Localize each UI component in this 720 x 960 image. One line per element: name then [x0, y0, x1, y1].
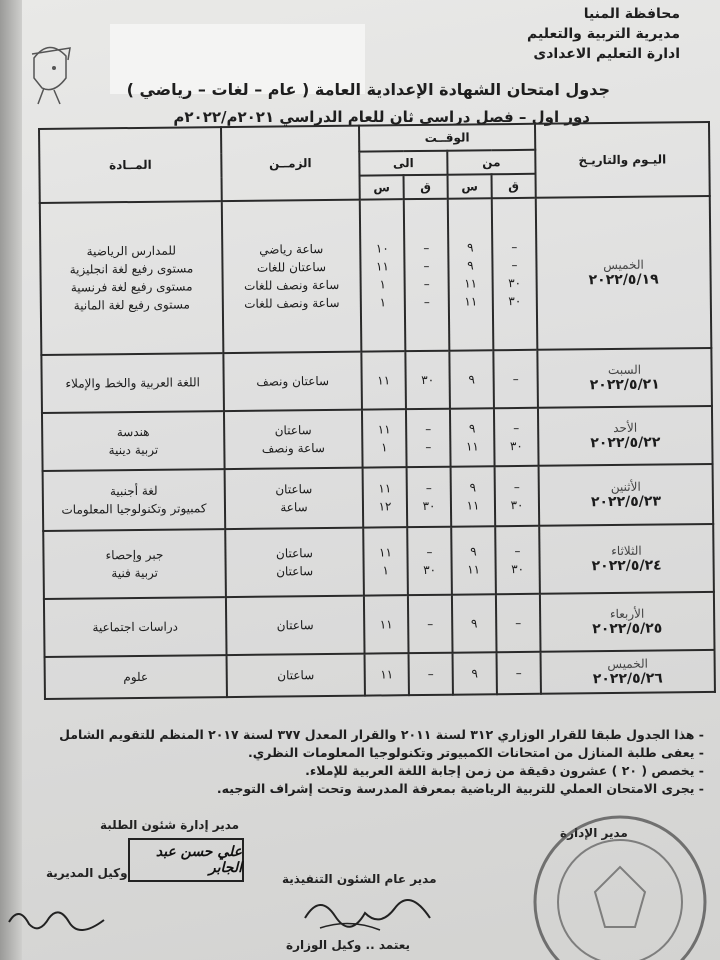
from-minutes-cell-line: ٣٠: [508, 293, 522, 309]
signature-scribble-icon: [300, 888, 440, 938]
to-minutes-cell-line: –: [423, 240, 430, 255]
duration-cell: [222, 200, 362, 353]
to-hours-cell-line: ١٠: [375, 241, 389, 256]
to-hours-cell-line: ١١: [380, 667, 394, 682]
exam-date: ٢٠٢٢/٥/٢١: [589, 376, 660, 394]
duration-cell-line: ساعة ونصف للغات: [243, 277, 340, 293]
day-name: الخميس: [607, 656, 649, 672]
day-date-cell: [538, 406, 713, 466]
note-line: - يجرى الامتحان العملي للتربية الرياضية بمعرفة المدرسة وتحت إشراف التوجيه.: [216, 781, 704, 796]
duration-cell: [224, 410, 363, 469]
from-hours-cell: [448, 198, 494, 350]
header-to: الى: [359, 151, 447, 176]
to-minutes-cell: [405, 351, 450, 409]
table-row: [43, 524, 714, 599]
subject-cell: [40, 201, 224, 355]
to-hours-cell: [365, 653, 409, 695]
to-minutes-cell-line: –: [423, 258, 430, 273]
from-minutes-cell-line: ٣٠: [511, 561, 525, 577]
from-minutes-cell: [494, 408, 539, 466]
from-hours-cell-line: ١١: [467, 562, 481, 577]
to-hours-cell: [364, 595, 409, 653]
day-date-cell: [539, 524, 714, 594]
subject-cell: [42, 411, 225, 471]
header-time: الوقــت: [359, 124, 535, 152]
from-minutes-cell-line: ٣٠: [509, 438, 523, 454]
day-name: الخميس: [603, 257, 644, 273]
from-minutes-cell: [495, 526, 540, 594]
table-row: [40, 196, 712, 355]
from-hours-cell: [450, 408, 495, 466]
from-minutes-cell-line: –: [511, 257, 518, 273]
header-subject: المــادة: [39, 127, 222, 203]
exam-date: ٢٠٢٢/٥/٢٤: [591, 557, 662, 575]
to-minutes-cell: [404, 199, 450, 351]
duration-cell: [223, 352, 362, 411]
subject-cell-line: مستوى رفيع لغة انجليزية: [69, 261, 194, 277]
directorate-label: مديرية التربية والتعليم: [527, 26, 680, 42]
to-hours-cell-line: ١١: [377, 373, 391, 388]
to-hours-cell-line: ١١: [378, 481, 392, 496]
duration-cell-line: ساعة رياضي: [259, 242, 324, 257]
governorate-label: محافظة المنيا: [583, 6, 680, 22]
from-minutes-cell-line: –: [513, 479, 520, 495]
from-hours-cell-line: ١١: [466, 498, 480, 513]
from-hours-cell-line: ٩: [468, 421, 476, 436]
to-minutes-cell: [408, 595, 453, 653]
from-hours-cell-line: ٩: [469, 480, 477, 495]
from-minutes-cell-line: –: [513, 420, 520, 436]
to-minutes-cell: [409, 653, 453, 695]
duration-cell-line: ساعتان: [274, 423, 312, 438]
day-name: الأثنين: [610, 479, 641, 495]
to-minutes-cell-line: ٣٠: [421, 372, 435, 388]
subject-cell-line: مستوى رفيع لغة فرنسية: [70, 279, 193, 295]
exam-schedule-table: [38, 121, 716, 700]
to-hours-cell-line: ١١: [375, 259, 389, 274]
official-seal-icon: [470, 812, 720, 960]
duration-cell-line: ساعتان للغات: [256, 259, 327, 275]
to-minutes-cell-line: –: [425, 439, 432, 454]
to-minutes-cell-line: ٣٠: [422, 498, 436, 513]
day-date-cell: [536, 196, 712, 350]
exam-date: ٢٠٢٢/٥/٢٢: [590, 434, 661, 452]
from-hours-cell-line: ١١: [465, 439, 479, 454]
exam-date: ٢٠٢٢/٥/٢٣: [590, 493, 662, 511]
table-row: [44, 592, 715, 657]
subject-cell-line: لغة أجنبية: [109, 483, 158, 499]
from-minutes-cell-line: –: [515, 665, 522, 681]
from-hours-cell: [451, 526, 496, 594]
notes-section: [14, 726, 704, 798]
to-minutes-cell-line: –: [425, 480, 432, 495]
note-line: - يخصص ( ٢٠ ) عشرون دقيقة من زمن إجابة اللغة العربية للإملاء.: [305, 763, 704, 778]
to-minutes-cell-line: –: [427, 666, 434, 681]
note-line: - يعفى طلبة المنازل من امتحانات الكمبيوتر وتكنولوجيا المعلومات النظري.: [248, 745, 704, 760]
to-hours-cell-line: ١٢: [378, 499, 392, 514]
subject-cell-line: تربية دينية: [108, 442, 159, 458]
duration-cell-line: ساعة ونصف للغات: [244, 295, 340, 311]
from-hours-cell-line: ٩: [471, 666, 479, 681]
to-minutes-cell-line: –: [423, 294, 430, 309]
to-hours-cell: [361, 351, 406, 409]
subject-cell-line: كمبيوتر وتكنولوجيا المعلومات: [61, 501, 207, 517]
header-from: من: [447, 150, 535, 175]
subject-cell-line: دراسات اجتماعية: [92, 619, 179, 635]
to-hours-cell-line: ١: [381, 440, 388, 455]
to-hours-cell-line: ١: [379, 277, 386, 292]
from-minutes-cell-line: ٣٠: [508, 275, 522, 291]
header-from-hours: س: [448, 174, 492, 198]
deputy-directorate-label: وكيل المديرية: [46, 866, 128, 880]
day-name: الأربعاء: [609, 606, 645, 622]
name-stamp: علي حسن عبد الجابر: [128, 838, 244, 882]
to-hours-cell: [363, 527, 408, 595]
from-hours-cell: [453, 652, 497, 694]
to-hours-cell: [363, 467, 408, 527]
duration-cell-line: ساعة ونصف: [261, 441, 325, 456]
subject-cell-line: للمدارس الرياضية: [86, 243, 177, 259]
note-line: - هذا الجدول طبقا للقرار الوزاري ٣١٢ لسنة ٢٠١١ والقرار المعدل ٣٧٧ لسنة ٢٠١٧ المنظم للتقويم الشامل: [59, 727, 704, 742]
to-minutes-cell: [407, 527, 452, 595]
ministry-deputy-label: يعتمد .. وكيل الوزارة: [286, 938, 411, 952]
to-hours-cell-line: ١١: [379, 617, 393, 632]
subject-cell: [43, 529, 226, 599]
from-hours-cell: [451, 466, 496, 526]
from-hours-cell-line: ١١: [464, 276, 478, 291]
duration-cell: [225, 468, 364, 529]
to-hours-cell-line: ١١: [377, 422, 391, 437]
duration-cell-line: ساعتان: [277, 668, 315, 683]
subject-cell-line: مستوى رفيع لغة المانية: [73, 297, 191, 313]
duration-cell-line: ساعتان: [275, 482, 313, 497]
subject-cell-line: هندسة: [116, 424, 150, 440]
header-day-date: اليـوم والتاريـخ: [535, 122, 710, 198]
header-from-minutes: ق: [492, 174, 536, 198]
subject-cell: [41, 353, 224, 413]
from-hours-cell: [449, 350, 494, 408]
day-date-cell: [539, 464, 714, 526]
day-name: الثلاثاء: [611, 543, 642, 559]
subject-cell-line: جبر وإحصاء: [105, 547, 164, 563]
subject-cell-line: اللغة العربية والخط والإملاء: [65, 375, 201, 391]
from-minutes-cell-line: ٣٠: [510, 497, 524, 513]
from-minutes-cell: [496, 594, 541, 652]
day-date-cell: [541, 650, 715, 694]
exam-date: ٢٠٢٢/٥/٢٦: [592, 670, 663, 688]
from-hours-cell-line: ٩: [470, 616, 478, 631]
from-hours-cell-line: ٩: [466, 240, 474, 255]
from-hours-cell: [452, 594, 497, 652]
to-minutes-cell: [406, 409, 451, 467]
page-edge-shadow: [0, 0, 22, 960]
to-hours-cell-line: ١: [379, 295, 387, 310]
general-director-label: مدير عام الشئون التنفيذية: [282, 872, 437, 886]
student-affairs-title: مدير إدارة شئون الطلبة: [100, 818, 240, 832]
from-hours-cell-line: ٩: [468, 372, 475, 387]
from-minutes-cell: [495, 466, 540, 526]
table-row: [45, 650, 715, 699]
to-minutes-cell-line: –: [423, 276, 430, 291]
duration-cell: [226, 596, 365, 655]
day-date-cell: [540, 592, 715, 652]
from-minutes-cell: [493, 350, 538, 408]
day-name: السبت: [607, 362, 642, 378]
table-row: [43, 464, 714, 531]
duration-cell: [225, 528, 364, 597]
duration-cell-line: ساعتان ونصف: [256, 373, 330, 389]
from-hours-cell-line: ٩: [470, 544, 477, 559]
to-hours-cell-line: ١١: [378, 545, 392, 560]
header-to-minutes: ق: [404, 175, 448, 199]
exam-date: ٢٠٢٢/٥/٢٥: [592, 620, 663, 638]
to-hours-cell-line: ١: [382, 563, 389, 578]
day-name: الأحد: [613, 420, 638, 435]
from-minutes-cell: [497, 652, 541, 694]
header-to-hours: س: [360, 175, 404, 199]
to-minutes-cell-line: ٣٠: [423, 562, 437, 577]
day-date-cell: [537, 348, 712, 408]
to-minutes-cell-line: –: [427, 616, 434, 631]
to-minutes-cell-line: –: [425, 421, 432, 436]
subject-cell: [44, 597, 227, 657]
duration-cell-line: ساعتان: [276, 564, 314, 579]
signature-scribble-icon: [4, 900, 114, 940]
document-subtitle: دور اول – فصل دراسى ثان للعام الدراسي ٢٠٢١م/٢٠٢٢م: [173, 108, 590, 126]
from-hours-cell-line: ١١: [464, 294, 478, 309]
subject-cell-line: علوم: [123, 669, 149, 685]
pharaoh-logo-icon: [14, 38, 84, 108]
duration-cell-line: ساعتان: [276, 618, 314, 633]
from-minutes-cell: [492, 198, 538, 350]
table-row: [42, 406, 713, 471]
director-label: مدير الإدارة: [560, 826, 628, 840]
from-minutes-cell-line: –: [514, 543, 521, 559]
from-minutes-cell-line: –: [515, 615, 522, 631]
to-hours-cell: [360, 199, 406, 351]
duration-cell: [227, 654, 365, 697]
from-minutes-cell-line: –: [512, 371, 519, 387]
from-minutes-cell-line: –: [511, 239, 518, 255]
to-minutes-cell: [407, 467, 452, 527]
subject-cell-line: تربية فنية: [111, 565, 159, 581]
to-minutes-cell-line: –: [426, 544, 433, 559]
table-row: [41, 348, 712, 413]
administration-label: ادارة التعليم الاعدادى: [533, 46, 680, 62]
duration-cell-line: ساعة: [280, 500, 308, 515]
subject-cell: [43, 469, 226, 531]
duration-cell-line: ساعتان: [275, 546, 314, 561]
to-hours-cell: [362, 409, 407, 467]
from-hours-cell-line: ٩: [467, 258, 474, 273]
subject-cell: [45, 655, 227, 699]
header-duration: الزمــن: [221, 126, 360, 201]
exam-date: ٢٠٢٢/٥/١٩: [588, 271, 659, 289]
document-title: جدول امتحان الشهادة الإعدادية العامة ( عام – لغات – رياضي ): [126, 80, 610, 99]
